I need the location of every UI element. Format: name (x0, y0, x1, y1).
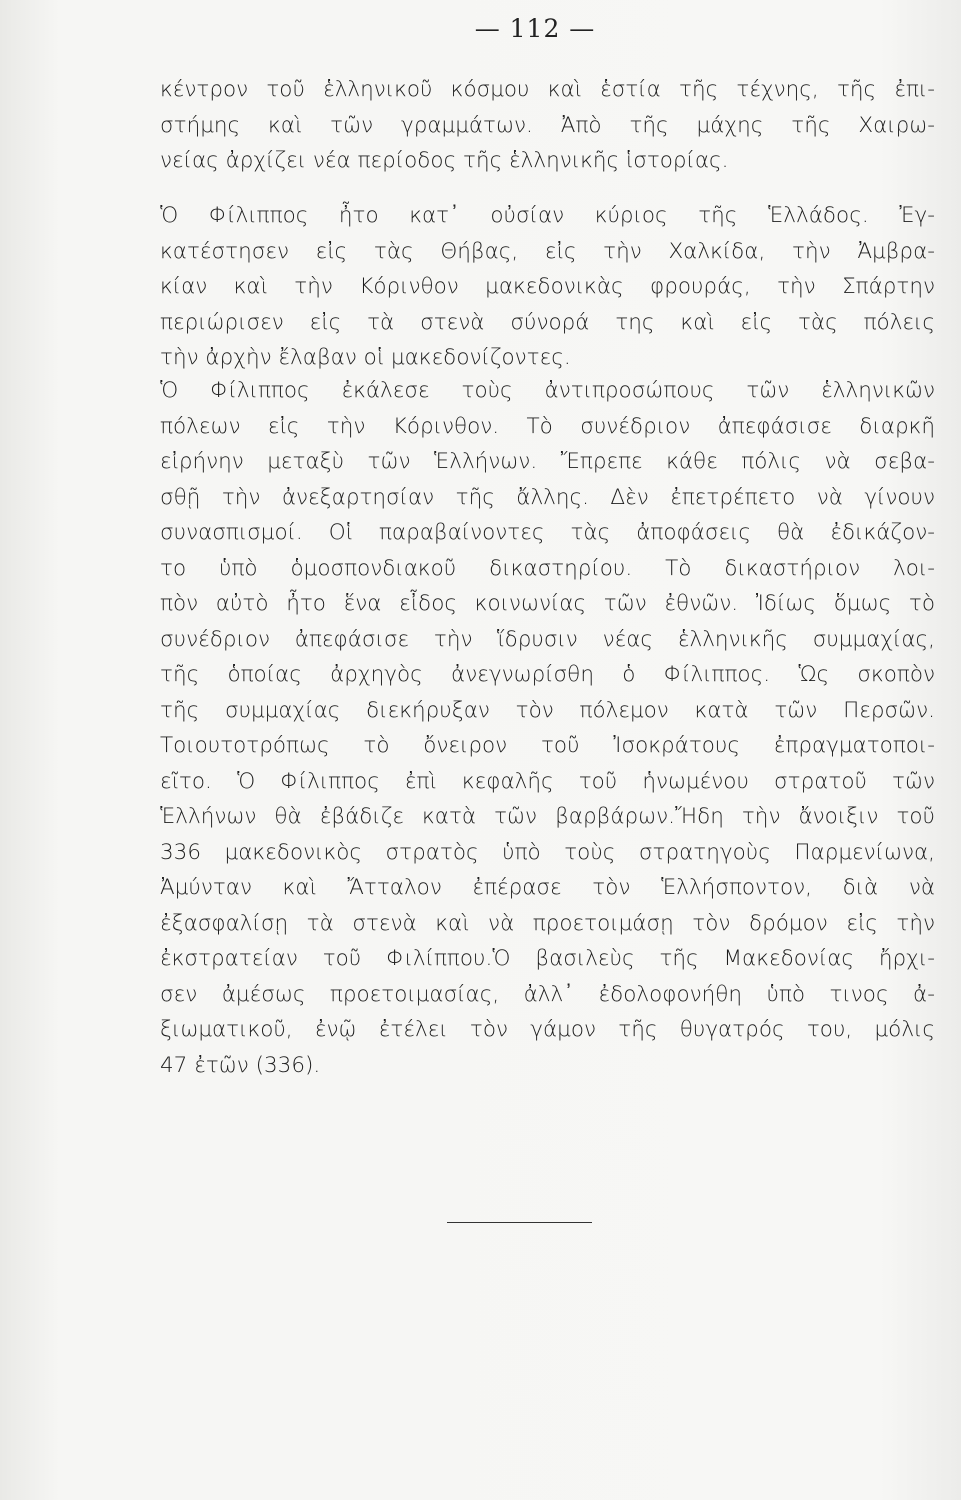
section-divider (447, 1222, 592, 1223)
text-line: Ὁ Φίλιππος ἐκάλεσε τοὺς ἀντιπροσώπους τῶν ἑλληνικῶν (160, 378, 935, 403)
paragraph-1 (160, 72, 935, 179)
text-line: συνασπισμοί. Οἱ παραβαίνοντες τὰς ἀποφάσεις θὰ ἐδικάζον- (160, 520, 935, 545)
text-line: τῆς συμμαχίας διεκήρυξαν τὸν πόλεμον κατὰ τῶν Περσῶν. (160, 697, 935, 723)
text-line: Τοιουτοτρόπως τὸ ὄνειρον τοῦ Ἰσοκράτους ἐπραγματοποι- (160, 733, 935, 758)
paragraph-3 (160, 373, 935, 1083)
text-line: ξιωματικοῦ, ἐνῷ ἐτέλει τὸν γάμον τῆς θυγατρός του, μόλις (160, 1017, 935, 1042)
text-line: κίαν καὶ τὴν Κόρινθον μακεδονικὰς φρουράς, τὴν Σπάρτην (160, 274, 935, 299)
text-line: τὴν ἀρχὴν ἔλαβαν οἱ μακεδονίζοντες. (160, 345, 571, 370)
text-line: πόλεων εἰς τὴν Κόρινθον. Τὸ συνέδριον ἀπεφάσισε διαρκῆ (160, 413, 935, 439)
text-line: νείας ἀρχίζει νέα περίοδος τῆς ἑλληνικῆς ἱστορίας. (160, 148, 729, 173)
text-line: περιώρισεν εἰς τὰ στενὰ σύνορά της καὶ εἰς τὰς πόλεις (160, 309, 935, 335)
text-line: το ὑπὸ ὁμοσπονδιακοῦ δικαστηρίου. Τὸ δικαστήριον λοι- (160, 555, 935, 581)
text-line: Ἀμύνταν καὶ Ἄτταλον ἐπέρασε τὸν Ἑλλήσποντον, διὰ νὰ (160, 875, 935, 900)
text-line: σεν ἀμέσως προετοιμασίας, ἀλλ᾽ ἐδολοφονήθη ὑπὸ τινος ἀ- (160, 981, 935, 1007)
text-line: εἰρήνην μεταξὺ τῶν Ἑλλήνων. Ἔπρεπε κάθε πόλις νὰ σεβα- (160, 449, 935, 474)
text-line: τῆς ὁποίας ἀρχηγὸς ἀνεγνωρίσθη ὁ Φίλιππος. Ὡς σκοπὸν (160, 662, 935, 687)
text-line: συνέδριον ἀπεφάσισε τὴν ἵδρυσιν νέας ἑλληνικῆς συμμαχίας, (160, 626, 935, 652)
text-line: 47 ἐτῶν (336). (160, 1052, 321, 1078)
text-line: ἐξασφαλίσῃ τὰ στενὰ καὶ νὰ προετοιμάσῃ τὸν δρόμον εἰς τὴν (160, 910, 935, 936)
text-line: Ἑλλήνων θὰ ἐβάδιζε κατὰ τῶν βαρβάρων.Ἤδη τὴν ἄνοιξιν τοῦ (160, 804, 935, 829)
paragraph-2 (160, 198, 935, 376)
text-line: ἐκστρατείαν τοῦ Φιλίππου.Ὁ βασιλεὺς τῆς Μακεδονίας ἤρχι- (160, 946, 935, 971)
text-line: 336 μακεδονικὸς στρατὸς ὑπὸ τοὺς στρατηγοὺς Παρμενίωνα, (160, 839, 935, 865)
text-line: πὸν αὐτὸ ἦτο ἕνα εἶδος κοινωνίας τῶν ἐθνῶν. Ἰδίως ὅμως τὸ (160, 591, 935, 616)
text-line: σθῇ τὴν ἀνεξαρτησίαν τῆς ἄλλης. Δὲν ἐπετρέπετο νὰ γίνουν (160, 484, 935, 510)
text-line: κατέστησεν εἰς τὰς Θήβας, εἰς τὴν Χαλκίδα, τὴν Ἀμβρα- (160, 238, 935, 264)
text-line: κέντρον τοῦ ἑλληνικοῦ κόσμου καὶ ἑστία τῆς τέχνης, τῆς ἐπι- (160, 77, 935, 102)
page-number: — 112 — (474, 14, 596, 43)
text-line: εῖτο. Ὁ Φίλιππος ἐπὶ κεφαλῆς τοῦ ἡνωμένου στρατοῦ τῶν (160, 768, 935, 794)
text-line: Ὁ Φίλιππος ἦτο κατ᾽ οὐσίαν κύριος τῆς Ἑλλάδος. Ἐγ- (160, 203, 935, 228)
text-line: στήμης καὶ τῶν γραμμάτων. Ἀπὸ τῆς μάχης τῆς Χαιρω- (160, 112, 935, 138)
